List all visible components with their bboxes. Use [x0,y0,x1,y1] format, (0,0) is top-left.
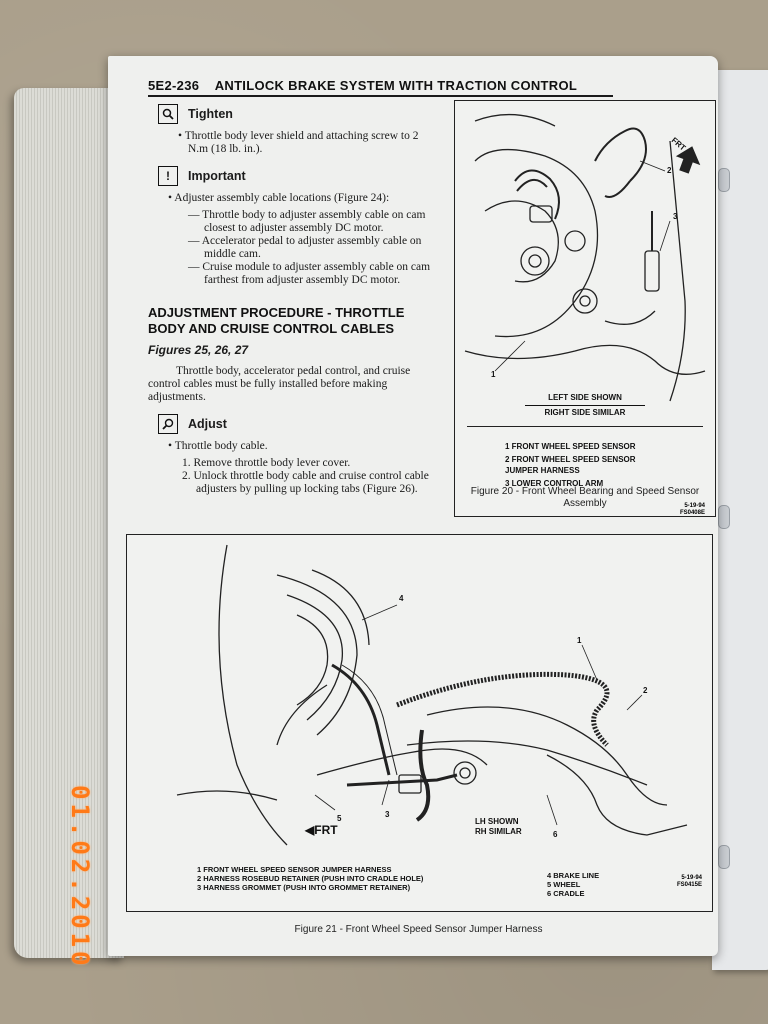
figure-21-callout: 5 [337,814,342,823]
adjust-heading [158,414,438,434]
adjustment-paragraph: Throttle body, accelerator pedal control, and cruise control cables must be fully installed before making adjustments. [148,365,411,403]
binder-ring [718,845,730,869]
manual-page [108,56,718,956]
adjust-label: Adjust [188,417,227,431]
figure-20-frt-label: FRT [669,135,688,153]
figure-21-frt-label: FRT [314,823,338,837]
figure-21-id: FS0415E [676,882,702,888]
lh-shown-label: LH SHOWN [475,817,519,826]
figure-21-callout: 3 [385,810,390,819]
wrench-icon [158,104,178,124]
legend-item: 1 FRONT WHEEL SPEED SENSOR JUMPER HARNESS [197,865,392,874]
page-number: 5E2-236 [148,78,200,93]
figure-20-caption: Figure 20 - Front Wheel Bearing and Speed Sensor Assembly [470,486,700,509]
important-bullet: • Adjuster assembly cable locations (Figure 24): [168,192,390,204]
legend-item: 2 FRONT WHEEL SPEED SENSOR JUMPER HARNESS [505,455,636,475]
figure-20-callout: 3 [673,212,678,221]
figure-21-drawing [127,535,710,855]
cable-location-item: — Cruise module to adjuster assembly cable on cam farthest from adjuster assembly DC motor. [188,261,431,286]
binder-ring [718,168,730,192]
figure-21-date: 5-19-94 [681,875,702,881]
figure-21-callout: 1 [577,636,582,645]
tighten-bullet: • Throttle body lever shield and attaching screw to 2 N.m (18 lb. in.). [178,130,419,155]
figure-20-legend [505,441,655,491]
adjustment-section-title: ADJUSTMENT PROCEDURE - THROTTLE BODY AND CRUISE CONTROL CABLES [148,305,405,336]
left-side-shown: LEFT SIDE SHOWN [525,391,645,406]
figure-21-callout: 2 [643,686,648,695]
tighten-label: Tighten [188,107,233,121]
figure-20-id: FS0408E [679,510,705,516]
figure-20-divider [467,426,703,427]
figure-21-frt [305,823,338,837]
important-heading [158,166,438,186]
figure-21-caption: Figure 21 - Front Wheel Speed Sensor Jumper Harness [294,924,543,935]
legend-item: 5 WHEEL [547,880,581,889]
legend-item: 3 HARNESS GROMMET (PUSH INTO GROMMET RETAINER) [197,883,411,892]
adjust-step: 2. Unlock throttle body cable and cruise control cable adjusters by pulling up locking tabs (Figure 26). [182,470,429,495]
figure-20-date: 5-19-94 [684,503,705,509]
important-label: Important [188,169,246,183]
page-title: ANTILOCK BRAKE SYSTEM WITH TRACTION CONTROL [214,78,578,93]
figure-20-side-note [525,391,645,420]
figure-21-legend-left [197,865,423,892]
figure-21 [126,534,713,912]
gauge-icon [158,414,178,434]
adjust-bullet: • Throttle body cable. [168,440,268,452]
exclamation-icon: ! [158,166,178,186]
figure-20 [454,100,716,517]
legend-item: 3 LOWER CONTROL ARM [505,479,604,488]
legend-item: 6 CRADLE [547,889,585,898]
legend-item: 4 BRAKE LINE [547,871,600,880]
figure-21-code [677,875,702,889]
adjust-step: 1. Remove throttle body lever cover. [182,457,351,469]
figure-21-callout: 4 [399,594,404,603]
cable-location-item: — Accelerator pedal to adjuster assembly cable on middle cam. [188,235,422,260]
right-side-similar: RIGHT SIDE SIMILAR [544,408,626,417]
figures-reference: Figures 25, 26, 27 [148,343,249,357]
tighten-heading [158,104,438,124]
legend-item: 2 HARNESS ROSEBUD RETAINER (PUSH INTO CRADLE HOLE) [197,874,424,883]
figure-20-callout: 2 [667,166,672,175]
figure-20-drawing [455,101,713,421]
figure-21-side-note [475,817,522,837]
arrow-left-icon: ◀ [305,823,315,837]
binder-ring [718,505,730,529]
rh-similar-label: RH SIMILAR [475,827,522,836]
camera-date-stamp: 01.02.2010 [66,785,94,970]
left-column [148,104,438,496]
page-header [148,78,613,97]
legend-item: 1 FRONT WHEEL SPEED SENSOR [505,442,636,451]
figure-21-legend-right [547,871,599,898]
figure-21-callout: 6 [553,830,558,839]
cable-location-item: — Throttle body to adjuster assembly cable on cam closest to adjuster assembly DC motor. [188,209,426,234]
figure-20-callout: 1 [491,370,496,379]
